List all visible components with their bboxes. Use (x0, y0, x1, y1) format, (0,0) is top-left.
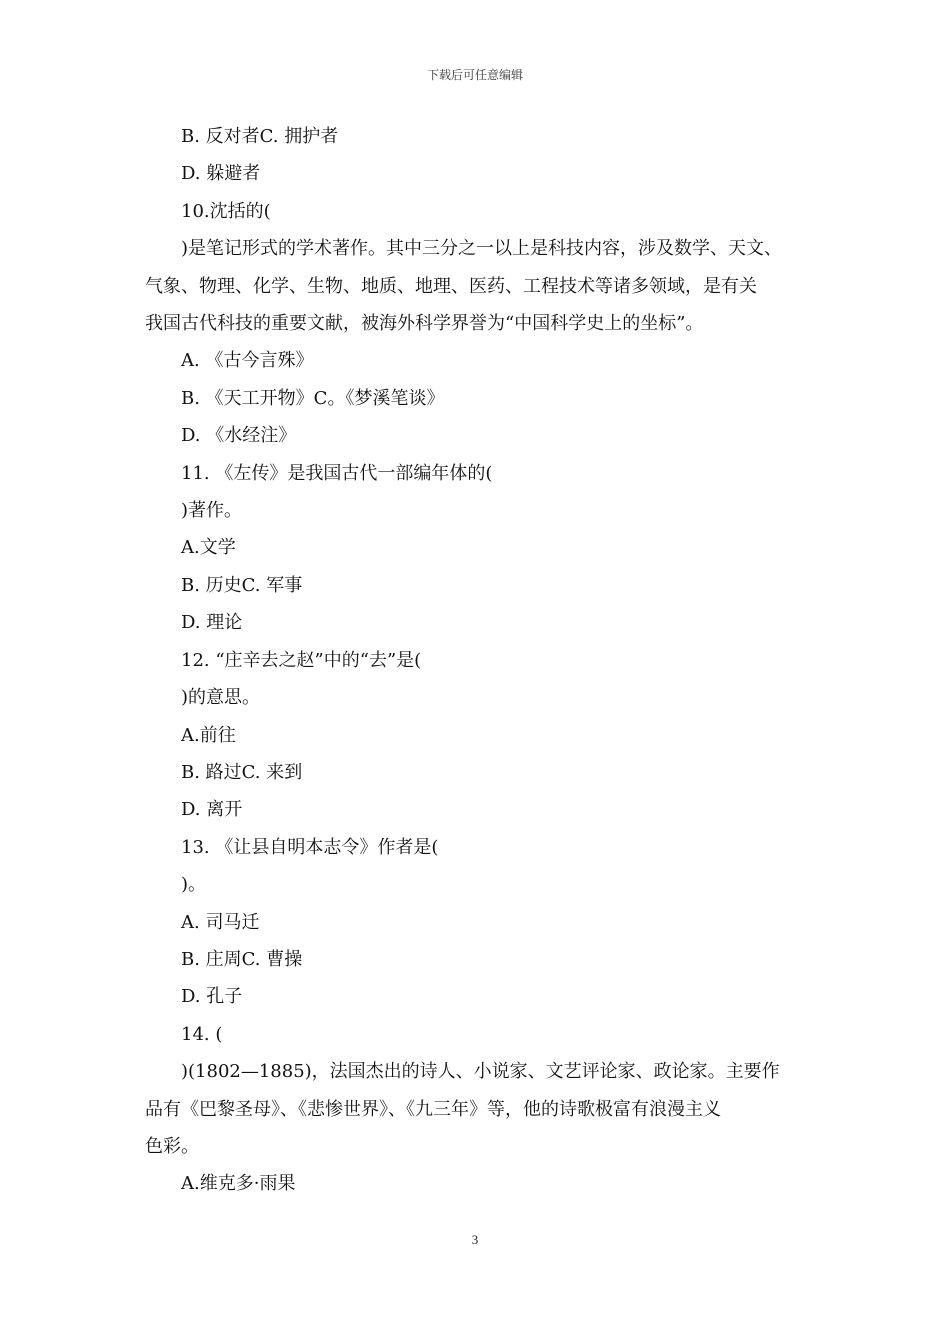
document-body (145, 118, 805, 1203)
option-line: A.前往 (181, 724, 236, 746)
question-text: )是笔记形式的学术著作。其中三分之一以上是科技内容，涉及数学、天文、 (181, 238, 783, 260)
option-line: A. 司马迁 (181, 911, 260, 933)
question-12: 12. “庄辛去之赵”中的“去”是( (181, 649, 422, 671)
option-line: D. 离开 (181, 799, 243, 821)
question-text: 气象、物理、化学、生物、地质、地理、医药、工程技术等诸多领域，是有关 (145, 275, 757, 297)
question-text: )。 (181, 874, 207, 896)
option-line: A.文学 (181, 537, 236, 559)
option-line: D. 《水经注》 (181, 425, 297, 447)
question-text: 品有《巴黎圣母》、《悲惨世界》、《九三年》等，他的诗歌极富有浪漫主义 (145, 1098, 721, 1120)
option-line: B. 庄周C. 曹操 (181, 948, 303, 970)
page-number: 3 (471, 1232, 479, 1247)
option-line: D. 理论 (181, 612, 243, 634)
question-14: 14. ( (181, 1023, 223, 1045)
question-10: 10.沈括的( (181, 200, 271, 222)
question-text: )著作。 (181, 500, 243, 522)
question-text: 色彩。 (145, 1135, 199, 1157)
page-header: 下载后可任意编辑 (426, 68, 523, 82)
option-line: A.维克多·雨果 (181, 1173, 296, 1195)
question-11: 11. 《左传》是我国古代一部编年体的( (181, 462, 493, 484)
option-line: B. 路过C. 来到 (181, 761, 303, 783)
question-13: 13. 《让县自明本志令》作者是( (181, 836, 439, 858)
option-line: D. 躲避者 (181, 163, 261, 185)
option-line: D. 孔子 (181, 986, 243, 1008)
option-line: B. 历史C. 军事 (181, 574, 303, 596)
question-text: )的意思。 (181, 687, 261, 709)
option-line: B. 反对者C. 拥护者 (181, 126, 339, 147)
option-line: B. 《天工开物》C。《梦溪笔谈》 (181, 387, 445, 409)
question-text: 我国古代科技的重要文献，被海外科学界誉为“中国科学史上的坐标”。 (145, 313, 704, 335)
option-line: A. 《古今言殊》 (181, 350, 314, 372)
question-text: )(1802—1885)，法国杰出的诗人、小说家、文艺评论家、政论家。主要作 (181, 1061, 780, 1083)
